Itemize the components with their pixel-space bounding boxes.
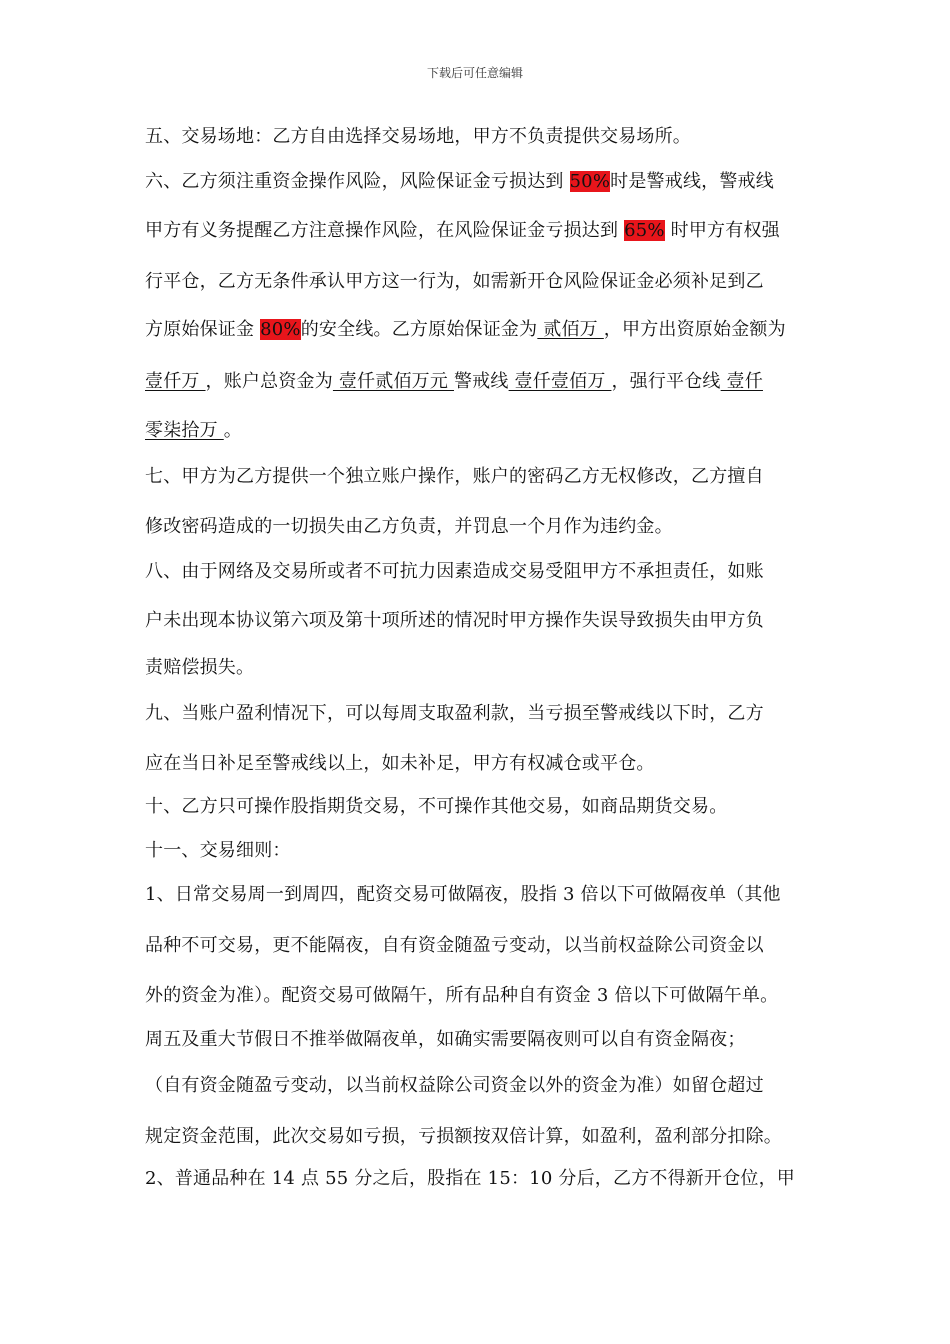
total-capital-amount: 壹仟贰佰万元: [332, 371, 454, 392]
clause-11-heading: 十一、交易细则：: [145, 840, 291, 861]
highlight-65-percent: 65%: [624, 220, 665, 241]
rule-2-line-1: 2、普通品种在 14 点 55 分之后，股指在 15：10 分后，乙方不得新开仓位，甲: [145, 1168, 795, 1189]
highlight-80-percent: 80%: [260, 319, 301, 340]
clause-6-line-1: [145, 170, 815, 194]
original-margin-amount: 贰佰万: [537, 319, 604, 340]
text-run: 方原始保证金: [145, 319, 261, 340]
rule-1-line-1: 1、日常交易周一到周四，配资交易可做隔夜，股指 3 倍以下可做隔夜单（其他: [145, 884, 781, 905]
clause-6-line-4: [145, 318, 815, 342]
text-run: 警戒线: [453, 371, 509, 392]
clause-8-line-3: 责赔偿损失。: [145, 657, 255, 678]
clause-9-line-1: 九、当账户盈利情况下，可以每周支取盈利款，当亏损至警戒线以下时，乙方: [145, 703, 764, 724]
clause-5: 五、交易场地：乙方自由选择交易场地，甲方不负责提供交易场所。: [145, 126, 691, 147]
warning-line-amount: 壹仟壹佰万: [508, 371, 612, 392]
clause-6-line-6: [145, 419, 815, 443]
clause-9-line-2: 应在当日补足至警戒线以上，如未补足，甲方有权减仓或平仓。: [145, 753, 655, 774]
text-run: ，甲方出资原始金额为: [603, 319, 786, 340]
text-run: 甲方有义务提醒乙方注意操作风险，在风险保证金亏损达到: [145, 220, 625, 241]
party-a-capital-amount: 壹仟万: [145, 371, 206, 392]
rule-1-line-2: 品种不可交易，更不能隔夜，自有资金随盈亏变动，以当前权益除公司资金以: [145, 935, 764, 956]
text-run: 时甲方有权强: [664, 220, 780, 241]
text-run: 六、乙方须注重资金操作风险，风险保证金亏损达到: [145, 171, 570, 192]
clause-8-line-2: 户未出现本协议第六项及第十项所述的情况时甲方操作失误导致损失由甲方负: [145, 610, 764, 631]
text-run: 。: [223, 420, 242, 441]
page-header: 下载后可任意编辑: [426, 66, 523, 80]
clause-6-line-3: 行平仓，乙方无条件承认甲方这一行为，如需新开仓风险保证金必须补足到乙: [145, 271, 764, 292]
rule-1-line-6: 规定资金范围，此次交易如亏损，亏损额按双倍计算，如盈利，盈利部分扣除。: [145, 1126, 782, 1147]
liquidation-line-amount-part-2: 零柒拾万: [145, 420, 224, 441]
liquidation-line-amount-part-1: 壹仟: [720, 371, 763, 392]
clause-6-line-2: [145, 219, 815, 243]
rule-1-line-5: （自有资金随盈亏变动，以当前权益除公司资金以外的资金为准）如留仓超过: [145, 1075, 764, 1096]
text-run: ，账户总资金为: [205, 371, 333, 392]
text-run: ，强行平仓线: [611, 371, 721, 392]
text-run: 的安全线。乙方原始保证金为: [300, 319, 538, 340]
rule-1-line-3: 外的资金为准）。配资交易可做隔午，所有品种自有资金 3 倍以下可做隔午单。: [145, 985, 779, 1006]
clause-8-line-1: 八、由于网络及交易所或者不可抗力因素造成交易受阻甲方不承担责任，如账: [145, 561, 764, 582]
clause-10: 十、乙方只可操作股指期货交易，不可操作其他交易，如商品期货交易。: [145, 796, 728, 817]
clause-7-line-1: 七、甲方为乙方提供一个独立账户操作，账户的密码乙方无权修改，乙方擅自: [145, 466, 764, 487]
rule-1-line-4: 周五及重大节假日不推举做隔夜单，如确实需要隔夜则可以自有资金隔夜；: [145, 1029, 746, 1050]
clause-6-line-5: [145, 370, 815, 394]
highlight-50-percent: 50%: [569, 171, 611, 192]
text-run: 时是警戒线，警戒线: [610, 171, 774, 192]
clause-7-line-2: 修改密码造成的一切损失由乙方负责，并罚息一个月作为违约金。: [145, 516, 673, 537]
